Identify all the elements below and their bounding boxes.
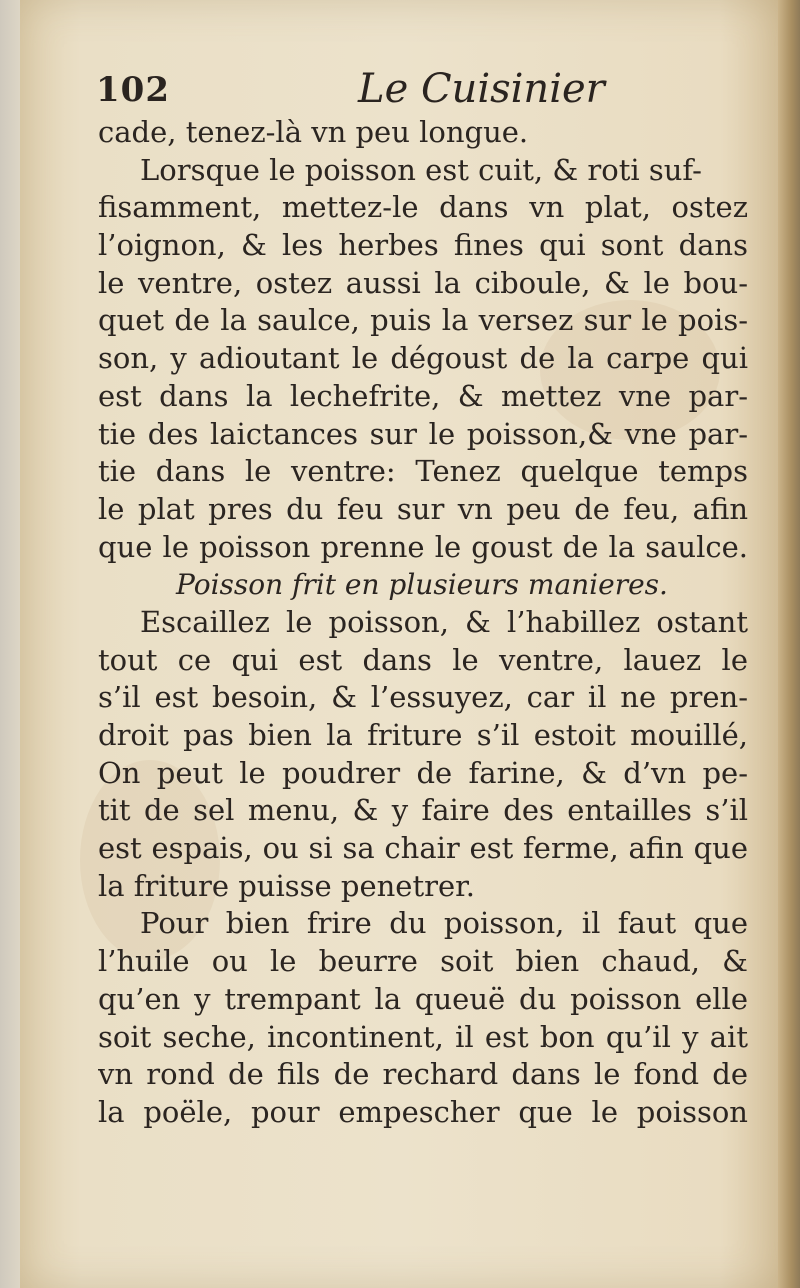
text-line: le ventre, ostez aussi la ciboule, & le bou- bbox=[98, 265, 748, 300]
text-line: l’oignon, & les herbes fines qui sont dans bbox=[98, 228, 748, 263]
running-title: Le Cuisinier bbox=[358, 66, 605, 112]
page-number: 102 bbox=[96, 70, 170, 110]
text-line: l’huile ou le beurre soit bien chaud, & bbox=[98, 944, 748, 979]
text-line: droit pas bien la friture s’il estoit mouillé, bbox=[98, 718, 748, 752]
body-text bbox=[98, 114, 748, 1132]
text-line: quet de la saulce, puis la versez sur le pois- bbox=[98, 303, 748, 338]
text-line: le plat pres du feu sur vn peu de feu, afin bbox=[98, 491, 748, 526]
page-header bbox=[96, 66, 756, 116]
text-line: On peut le poudrer de farine, & d’vn pe- bbox=[98, 755, 748, 790]
text-line: Lorsque le poisson est cuit, & roti suf- bbox=[140, 152, 702, 187]
text-line: Escaillez le poisson, & l’habillez ostant bbox=[140, 604, 748, 639]
text-line: Pour bien frire du poisson, il faut que bbox=[140, 906, 748, 941]
text-line: fisamment, mettez-le dans vn plat, ostez bbox=[98, 190, 748, 225]
text-line: que le poisson prenne le goust de la saulce. bbox=[98, 529, 748, 564]
text-line: qu’en y trempant la queuë du poisson elle bbox=[98, 981, 748, 1016]
text-line: tie des laictances sur le poisson,& vne par- bbox=[98, 416, 748, 451]
text-line: est dans la lechefrite, & mettez vne par- bbox=[98, 378, 748, 413]
section-heading: Poisson frit en plusieurs manieres. bbox=[176, 568, 668, 602]
text-line: s’il est besoin, & l’essuyez, car il ne pren- bbox=[98, 680, 748, 715]
text-line: tit de sel menu, & y faire des entailles s’il bbox=[98, 793, 748, 828]
text-line: cade, tenez-là vn peu longue. bbox=[98, 115, 529, 149]
text-line: son, y adioutant le dégoust de la carpe qui bbox=[98, 341, 748, 376]
text-line: tout ce qui est dans le ventre, lauez le bbox=[98, 642, 748, 677]
text-line: la friture puisse penetrer. bbox=[98, 868, 476, 903]
scan-left-margin bbox=[0, 0, 20, 1288]
page-edge bbox=[778, 0, 800, 1288]
text-line: la poële, pour empescher que le poisson bbox=[98, 1094, 748, 1129]
text-line: est espais, ou si sa chair est ferme, afin que bbox=[98, 831, 748, 866]
text-line: vn rond de fils de rechard dans le fond de bbox=[98, 1057, 748, 1092]
text-line: tie dans le ventre: Tenez quelque temps bbox=[98, 454, 748, 489]
text-line: soit seche, incontinent, il est bon qu’il y ait bbox=[98, 1019, 748, 1054]
